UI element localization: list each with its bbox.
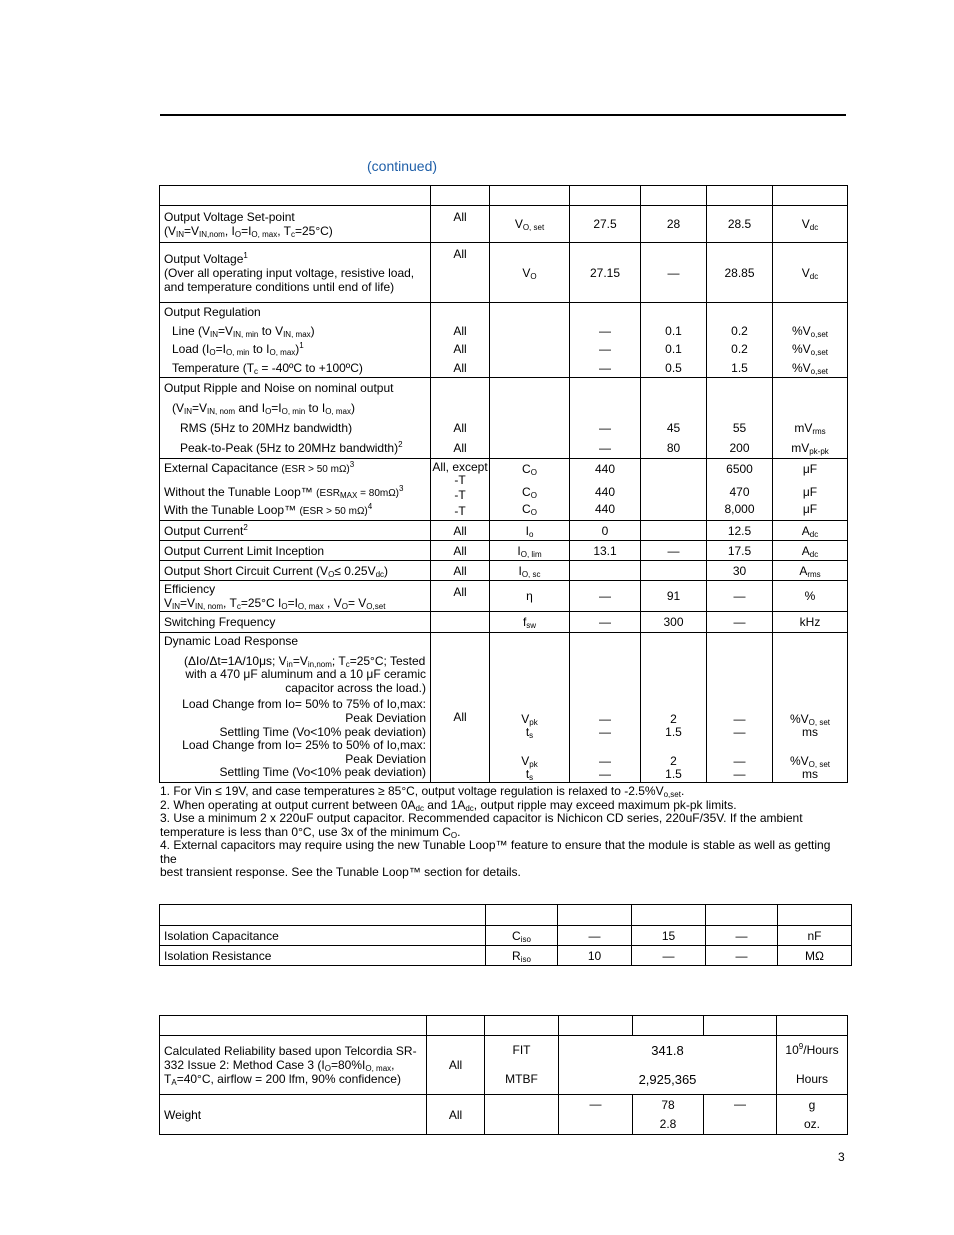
table-row: Output Current Limit Inception All $I_{O, lim}$ 13.1 — 17.5 $A_{dc}$ [160, 541, 848, 561]
header-rule [160, 114, 846, 116]
table-row: Output Ripple and Noise on nominal output ($V_{IN}=V_{IN, nom}$ and $I_O=I_{O, min}$ to $I_{O, max}$) RMS (5Hz to 20MHz bandwidth) Peak-to-Peak (5Hz to 20MHz bandwidth)$^2$ All All — — 45 80 55 200 $mV_{rms}$ $mV_{pk-pk}$ [160, 378, 848, 459]
table-row: External Capacitance (ESR > 50 mΩ)$^3$ Without the Tunable Loop™ $(ESR_{MAX} = 80m\Omega)^3$ With the Tunable Loop™ (ESR > 50 mΩ)$^4$ All, except -T -T -T $C_O$ $C_O$ $C_O$ 440 440 440 6500 470 8,000 μF μF μF [160, 459, 848, 521]
table-row: Weight All — 78 2.8 — g oz. [160, 1095, 848, 1135]
table-header-row [160, 905, 852, 926]
table-row: Output Short Circuit Current $(V_O\le 0.25V_{dc})$ All $I_{O, sc}$ 30 $A_{rms}$ [160, 561, 848, 581]
output-specs-table [159, 185, 848, 783]
section-continued-label: (continued) [367, 158, 438, 174]
table-row: Output Regulation Line ($V_{IN}=V_{IN, min}$ to $V_{IN, max}$) Load ($I_O=I_{O, min}$ to $I_{O, max})^1$ Temperature ($T_c$ = -40ºC to +100ºC) All All All — — — 0.1 0.1 0.5 0.2 0.2 1.5 $\%V_{o,set}$ $\%V_{o,set}$ $\%V_{o,set}$ [160, 303, 848, 378]
reliability-table [159, 1015, 848, 1135]
isolation-table [159, 904, 852, 966]
table-row: Dynamic Load Response (ΔIo/Δt=1A/10μs; $V_{in}=V_{in,nom}$; $T_c=25^\circ C$; Tested with a 470 μF aluminum and a 10 μF ceramic capacitor across the load.) Load Change from Io= 50% to 75% of Io,max: Peak Deviation Settling Time (Vo<10% peak deviation) Load Change from Io= 25% to 50% of Io,max: Peak Deviation Settling Time (Vo<10% peak deviation) All $V_{pk}$ $t_s$ $V_{pk}$ $t_s$ — — — — 2 1.5 2 1.5 — — — — $\%V_{O, set}$ ms $\%V_{O, set}$ ms [160, 633, 848, 783]
table-row: Isolation Resistance $R_{iso}$ 10 — — MΩ [160, 946, 852, 966]
table-row: Output Voltage$^1$ (Over all operating input voltage, resistive load, and temperature conditions until end of life) All $V_O$ 27.15 — 28.85 $V_{dc}$ [160, 243, 848, 303]
table-row: Output Current$^2$ All $I_o$ 0 12.5 $A_{dc}$ [160, 521, 848, 541]
table-row: Output Voltage Set-point ($V_{IN}=V_{IN,nom}$, $I_O=I_{O, max}$, $T_c=25^\circ C$) All $V_{O, set}$ 27.5 28 28.5 $V_{dc}$ [160, 206, 848, 243]
table-row: Isolation Capacitance $C_{iso}$ — 15 — nF [160, 926, 852, 946]
table-row: Efficiency $V_{IN}=V_{IN, nom}$, $T_c=25^\circ C$ $I_O=I_{O, max}$ , $V_O= V_{O,set}$ All η — 91 — % [160, 581, 848, 612]
table-header-row [160, 186, 848, 206]
footnotes: 1. For Vin ≤ 19V, and case temperatures ≥ 85°C, output voltage regulation is relaxed to $-2.5\%V_{o,set}$. 2. When operating at output current between $0A_{dc}$ and $1A_{dc}$, output ripple may exceed maximum pk-pk limits. 3. Use a minimum 2 x 220uF output capacitor. Recommended capacitor is Nichicon CD series, 220uF/35V. If the ambient temperature is less than 0°C, use 3x of the minimum $C_O$. 4. External capacitors may require using the new Tunable Loop™ feature to ensure that the module is stable as well as getting the best transient response. See the Tunable Loop™ section for details. [160, 784, 831, 879]
page-number: 3 [838, 1150, 845, 1164]
table-header-row [160, 1016, 848, 1036]
table-row: Switching Frequency $f_{sw}$ — 300 — kHz [160, 612, 848, 633]
table-row: Calculated Reliability based upon Telcordia SR- 332 Issue 2: Method Case 3 ($I_O=80\%I_{O, max}$, $T_A=40^\circ C$, airflow = 200 lfm, 90% confidence) All FIT MTBF 341.8 2,925,365 $10^9$/Hours Hours [160, 1036, 848, 1095]
